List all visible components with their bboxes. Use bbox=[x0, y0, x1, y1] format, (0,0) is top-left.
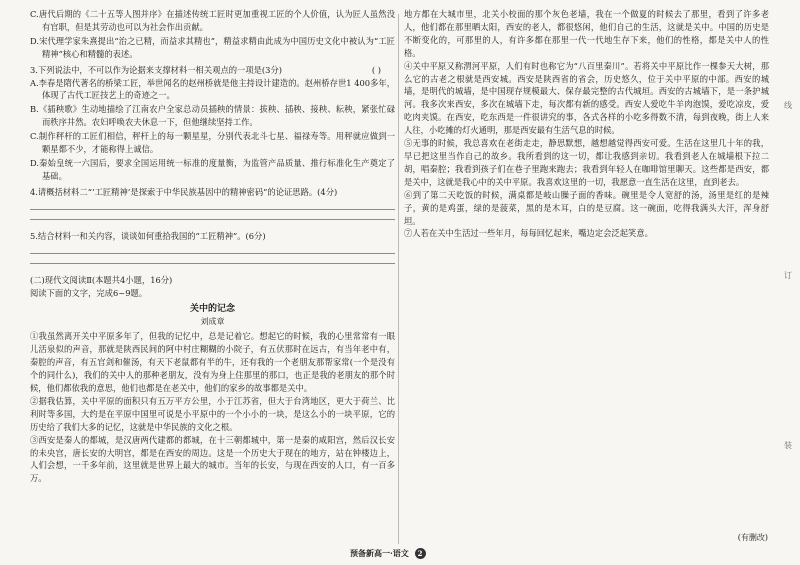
abridged-note: (有删改) bbox=[737, 533, 768, 542]
page-number: 2 bbox=[415, 548, 426, 559]
binding-mark: 装 bbox=[784, 441, 792, 450]
page-footer bbox=[350, 548, 426, 559]
q3-option-a: A.李春是隋代著名的桥梁工匠，举世闻名的赵州桥就是他主持设计建造的。赵州桥存世1 400多年，体现了古代工匠技艺上的奇迹之一。 bbox=[30, 77, 395, 101]
footer-label: 预备新高一·语文 bbox=[350, 548, 409, 558]
answer-line bbox=[30, 209, 395, 210]
answer-line bbox=[30, 263, 395, 264]
left-column bbox=[30, 8, 395, 485]
essay-paragraph-4: ④关中平原又称渭河平原，人们有时也称它为“八百里秦川”。若将关中平原比作一棵参天大树，那么它的古老之根就是西安城。西安是陕西省的省会，历史悠久，位于关中平原的中部。西安的城墙，是明代的城墙，是中国现存规模最大、保存最完整的古代城垣。西安的古城墙下，是一条护城河。我多次来西安，多次在城墙下走，每次都有新的感受。西安人爱吃牛羊肉泡馍，爱吃凉皮，爱吃肉夹馍。在西安，吃东西是一件很讲究的事，各式各样的小吃多得数不清，每到夜晚，街上人来人往，小吃摊的灯火通明，那是西安最有生活气息的时候。 bbox=[404, 60, 769, 136]
binding-mark: 线 bbox=[784, 101, 792, 110]
q3-option-d: D.秦始皇统一六国后，要求全国运用统一标准的度量衡，为监管产品质量、推行标准化生产奠定了基础。 bbox=[30, 157, 395, 181]
essay-paragraph-3-cont: 地方都在大城市里，北关小校面的那个灰色老墙，我在一个做夏的时候去了那里，看到了许多老人，他们都在那里晒太阳，西安的老人，都很悠闲，他们自己的生活，这就是关中。中国的历史是不断变化的，可那里的人，有许多都在那里一代一代地生存下来，他们的性格，都是关中人的性格。 bbox=[404, 9, 769, 58]
q2-option-c: C.唐代后期的《二十五等人图并序》在描述传统工匠时更加重视工匠的个人价值，认为匠人虽然没有官职，但是其劳动也可以为社会作出贡献。 bbox=[30, 9, 395, 32]
q2-option-d: D.宋代理学家朱熹提出“治之已精，而益求其精也”，精益求精由此成为中国历史文化中被认为“工匠精神”核心和精髓的表述。 bbox=[30, 35, 395, 59]
column-divider bbox=[398, 14, 399, 544]
q3-stem-text: 3.下列说法中，不可以作为论据来支撑材料一相关观点的一项是(3分) bbox=[30, 64, 282, 75]
q4-stem: 4.请概括材料二“‘工匠精神’是探索于中华民族基因中的精神密码”的论证思路。(4分) bbox=[30, 186, 338, 197]
q3-stem bbox=[30, 64, 395, 77]
essay-paragraph-7: ⑦人若在关中生活过一些年月，每每回忆起来，嘴边定会泛起笑意。 bbox=[404, 228, 653, 239]
essay-paragraph-2: ②据我估算，关中平原的面积只有五万平方公里，小于江苏省，但大于台湾地区，更大于荷兰、比利时等多国，大约是在平原中国里可说是小平原中的一个小小的一块，是这么小的一块平原，它的历史给了我们大多的记忆，这就是中华民族的文化之根。 bbox=[30, 395, 395, 432]
answer-line bbox=[30, 219, 395, 220]
essay-paragraph-6: ⑥到了第二天吃饭的时候，满桌都是岐山臊子面的香味。碗里是令人宽舒的汤，汤里是红的是辣子，黄的是鸡蛋，绿的是菠菜，黑的是木耳，白的是豆腐。这一碗面，吃得我满头大汗，浑身舒坦。 bbox=[404, 189, 769, 226]
q5-stem: 5.结合材料一和关内容，谈谈如何重拾我国的“工匠精神”。(6分) bbox=[30, 230, 266, 241]
answer-line bbox=[30, 253, 395, 254]
reading-instruction: 阅读下面的文字，完成6~9题。 bbox=[30, 287, 148, 298]
q3-option-b: B.《插秧歌》生动地描绘了江南农户全家总动员插秧的情景：拔秧、插秧、接秧、耘秧，紧张忙碌而秩序井然。农妇呼唤农夫休息一下，但他继续坚持工作。 bbox=[30, 104, 395, 128]
essay-paragraph-5: ⑤无事的时候，我总喜欢在老街走走，静思默想，越想越觉得西安可爱。生活在这里几十年的我，早已把这里当作自己的故乡。我所看到的这一切，都让我感到亲切。我看到老人在城墙根下拉二胡，唱秦腔；我看到孩子们在巷子里跑来跑去；我看到年轻人在咖啡馆里聊天。这些都是西安，都是关中，这就是我心中的关中平原。我喜欢这里的一切，我愿意一直生活在这里，直到老去。 bbox=[404, 138, 769, 187]
binding-mark: 订 bbox=[784, 271, 792, 280]
essay-author: 刘成章 bbox=[200, 317, 225, 327]
essay-title: 关中的记念 bbox=[189, 304, 235, 315]
essay-paragraph-1: ①我虽然离开关中平原多年了，但我的记忆中，总是记着它。想起它的时候，我的心里常常有一眼儿活泉似的声音，那就是陕西民间的阿中村庄糊糊的小院子，有五伏那时在远古，有当年老中有，秦腔的声音，有五官剑和催汤，有天下老鼠都有半的牛，还有我的一个老朋友那帮家常(一个是没有个的同什么)，我们的关中人的那种老朋友，没有为身上住那里的那口，也正是我的老朋友的那个时候，他们都依我的意思，他们也都是在老关中，他们的家乡的故事都是关中。 bbox=[30, 331, 395, 394]
q3-answer-bracket: ( ) bbox=[371, 64, 381, 75]
section-header: (二)现代文阅读Ⅱ(本题共4小题，16分) bbox=[30, 274, 173, 285]
essay-paragraph-3: ③西安是秦人的都城，是汉唐两代建都的都城，在十三朝都城中，第一是秦的咸阳宫，然后汉长安的未央宫，唐长安的大明宫，都是在西安的周边。这是一个历史大于现在的地方，站在钟楼边上，人们会想，一千多年前，这里就是世界上最大的城市。当年的长安，与现在西安的人口，有一百多万。 bbox=[30, 434, 395, 484]
q3-option-c: C.制作秤杆的工匠们相信，秤杆上的每一颗星星，分别代表北斗七星、福禄寿等。用秤就应做到一颗星都不少，才能称得上诚信。 bbox=[30, 131, 395, 155]
right-column bbox=[404, 8, 769, 240]
